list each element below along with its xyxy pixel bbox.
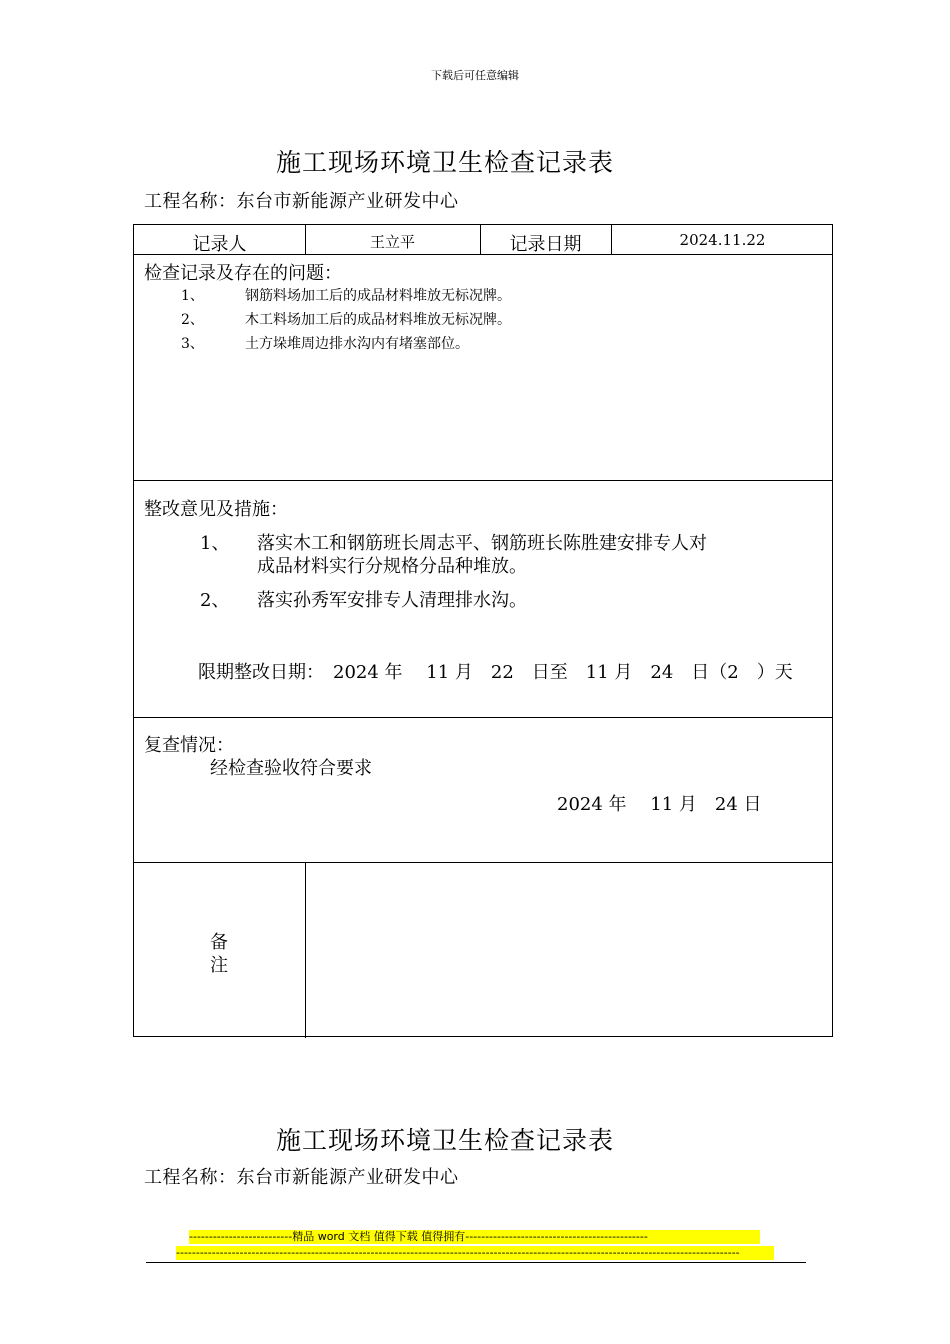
issue-text: 木工料场加工后的成品材料堆放无标况牌。: [245, 312, 511, 328]
inspection-table: [133, 224, 833, 1037]
date-value: 2024.11.22: [679, 231, 766, 249]
row-divider: [134, 480, 832, 481]
deadline-line: 限期整改日期： 2024 年 11 月 22 日至 11 月 24 日（2 ）天: [198, 662, 793, 683]
col-divider: [305, 862, 306, 1038]
rectify-number: 1、: [200, 533, 230, 554]
rectify-heading: 整改意见及措施：: [144, 499, 288, 520]
rectify-text: 落实木工和钢筋班长周志平、钢筋班长陈胜建安排专人对: [257, 533, 707, 554]
recheck-heading: 复查情况：: [144, 735, 234, 756]
remarks-label: 注: [210, 955, 228, 976]
form-title: 施工现场环境卫生检查记录表: [275, 148, 614, 177]
issue-text: 土方垛堆周边排水沟内有堵塞部位。: [245, 336, 469, 352]
form-title-2: 施工现场环境卫生检查记录表: [275, 1126, 614, 1155]
row-divider: [134, 862, 832, 863]
rectify-number: 2、: [200, 590, 230, 611]
recheck-date: 2024 年 11 月 24 日: [557, 794, 762, 815]
header-note: 下载后可任意编辑: [431, 69, 519, 82]
issue-number: 3、: [181, 336, 204, 352]
issue-number: 2、: [181, 312, 204, 328]
row-divider: [134, 717, 832, 718]
project-name-2: 工程名称：东台市新能源产业研发中心: [144, 1167, 459, 1188]
footer-banner-line: ----------------------------------------------------------------------------------------------------------------------------------------------: [176, 1246, 774, 1260]
issues-heading: 检查记录及存在的问题：: [144, 263, 342, 284]
footer-rule: [146, 1262, 806, 1263]
project-name: 工程名称：东台市新能源产业研发中心: [144, 191, 459, 212]
rectify-text: 成品材料实行分规格分品种堆放。: [257, 556, 527, 577]
issue-text: 钢筋料场加工后的成品材料堆放无标况牌。: [245, 288, 511, 304]
recorder-value: 王立平: [369, 233, 415, 251]
recheck-text: 经检查验收符合要求: [210, 758, 372, 779]
footer-banner: --------------------------精品 word 文档 值得下载 值得拥有----------------------------------------------: [189, 1230, 760, 1244]
issue-number: 1、: [181, 288, 204, 304]
date-label: 记录日期: [509, 234, 582, 255]
rectify-text: 落实孙秀军安排专人清理排水沟。: [257, 590, 527, 611]
remarks-label: 备: [210, 932, 228, 953]
recorder-label: 记录人: [192, 234, 247, 255]
